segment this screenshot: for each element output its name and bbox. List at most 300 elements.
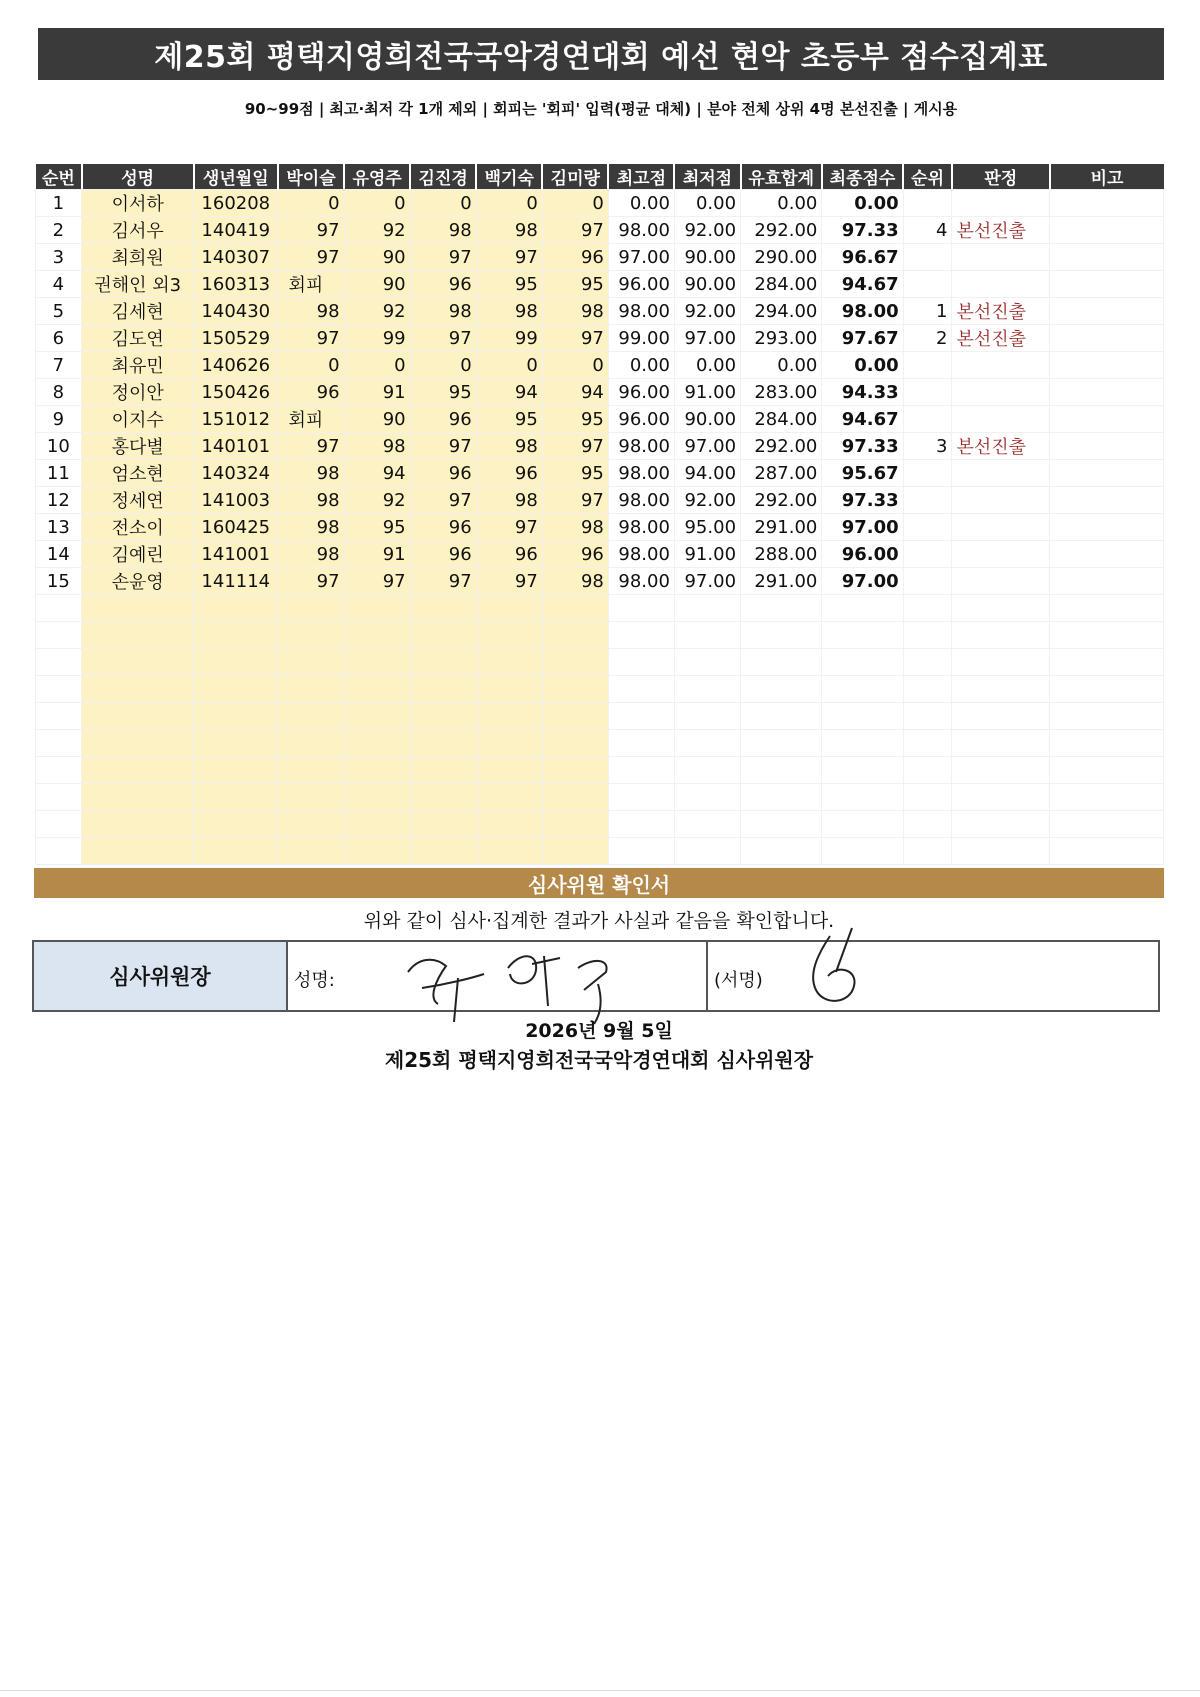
judge-score-cell: 97 xyxy=(410,487,476,514)
judge-score-cell: 95 xyxy=(542,460,608,487)
final-score-cell: 0.00 xyxy=(822,352,903,379)
birthdate-cell: 140324 xyxy=(194,460,278,487)
empty-cell xyxy=(608,703,674,730)
row-number-cell: 8 xyxy=(35,379,82,406)
name-cell: 최유민 xyxy=(82,352,194,379)
max-score-cell: 98.00 xyxy=(608,460,674,487)
valid-sum-cell: 294.00 xyxy=(741,298,822,325)
judge-name-cell xyxy=(288,942,708,1010)
empty-cell xyxy=(278,730,344,757)
empty-cell xyxy=(542,730,608,757)
max-score-cell: 98.00 xyxy=(608,217,674,244)
judge-score-cell: 97 xyxy=(542,217,608,244)
table-header-row xyxy=(35,164,1164,190)
min-score-cell: 95.00 xyxy=(674,514,740,541)
name-cell: 전소이 xyxy=(82,514,194,541)
empty-cell xyxy=(1050,784,1164,811)
empty-cell xyxy=(82,703,194,730)
column-header: 유영주 xyxy=(344,164,410,190)
empty-cell xyxy=(194,649,278,676)
row-number-cell: 1 xyxy=(35,190,82,217)
judge-score-cell: 99 xyxy=(476,325,542,352)
max-score-cell: 96.00 xyxy=(608,406,674,433)
empty-cell xyxy=(903,730,952,757)
row-number-cell: 11 xyxy=(35,460,82,487)
empty-cell xyxy=(952,730,1050,757)
empty-cell xyxy=(952,622,1050,649)
judge-score-cell: 0 xyxy=(476,190,542,217)
empty-table-row xyxy=(35,676,1164,703)
empty-cell xyxy=(344,757,410,784)
name-cell: 최희원 xyxy=(82,244,194,271)
empty-cell xyxy=(674,622,740,649)
judge-score-cell: 96 xyxy=(410,514,476,541)
empty-table-row xyxy=(35,595,1164,622)
min-score-cell: 97.00 xyxy=(674,433,740,460)
name-cell: 엄소현 xyxy=(82,460,194,487)
judge-score-cell: 96 xyxy=(410,406,476,433)
empty-cell xyxy=(410,730,476,757)
judge-score-cell: 97 xyxy=(278,568,344,595)
empty-cell xyxy=(674,703,740,730)
judge-score-cell: 0 xyxy=(410,190,476,217)
empty-cell xyxy=(903,757,952,784)
judge-score-cell: 98 xyxy=(542,514,608,541)
judge-score-cell: 95 xyxy=(344,514,410,541)
empty-cell xyxy=(476,730,542,757)
empty-cell xyxy=(1050,622,1164,649)
result-cell xyxy=(952,487,1050,514)
empty-cell xyxy=(82,784,194,811)
empty-cell xyxy=(476,622,542,649)
name-cell: 김세현 xyxy=(82,298,194,325)
empty-cell xyxy=(608,649,674,676)
max-score-cell: 96.00 xyxy=(608,379,674,406)
rank-cell xyxy=(903,541,952,568)
result-cell xyxy=(952,190,1050,217)
result-cell xyxy=(952,541,1050,568)
note-cell xyxy=(1050,460,1164,487)
valid-sum-cell: 284.00 xyxy=(741,271,822,298)
empty-table-row xyxy=(35,757,1164,784)
min-score-cell: 92.00 xyxy=(674,298,740,325)
column-header: 비고 xyxy=(1050,164,1164,190)
empty-cell xyxy=(194,784,278,811)
result-cell: 본선진출 xyxy=(952,298,1050,325)
empty-cell xyxy=(674,784,740,811)
valid-sum-cell: 288.00 xyxy=(741,541,822,568)
judge-score-cell: 90 xyxy=(344,406,410,433)
row-number-cell: 9 xyxy=(35,406,82,433)
empty-cell xyxy=(476,703,542,730)
table-row xyxy=(35,568,1164,595)
empty-cell xyxy=(903,622,952,649)
note-cell xyxy=(1050,433,1164,460)
row-number-cell: 2 xyxy=(35,217,82,244)
page-subtitle: 90~99점 | 최고·최저 각 1개 제외 | 회피는 '회피' 입력(평균 대체) | 분야 전체 상위 4명 본선진출 | 게시용 xyxy=(244,100,958,118)
empty-cell xyxy=(542,703,608,730)
column-header: 김미량 xyxy=(542,164,608,190)
name-cell: 손윤영 xyxy=(82,568,194,595)
judge-score-cell: 98 xyxy=(278,514,344,541)
max-score-cell: 98.00 xyxy=(608,487,674,514)
name-cell: 이지수 xyxy=(82,406,194,433)
table-row xyxy=(35,514,1164,541)
judge-score-cell: 0 xyxy=(476,352,542,379)
judge-score-cell: 95 xyxy=(476,406,542,433)
empty-cell xyxy=(410,595,476,622)
note-cell xyxy=(1050,325,1164,352)
empty-cell xyxy=(741,757,822,784)
empty-cell xyxy=(410,784,476,811)
max-score-cell: 98.00 xyxy=(608,298,674,325)
judge-score-cell: 97 xyxy=(278,325,344,352)
rank-cell xyxy=(903,460,952,487)
result-cell xyxy=(952,244,1050,271)
max-score-cell: 99.00 xyxy=(608,325,674,352)
rank-cell xyxy=(903,379,952,406)
table-row xyxy=(35,325,1164,352)
judge-score-cell: 97 xyxy=(410,433,476,460)
judge-score-cell: 97 xyxy=(278,217,344,244)
empty-cell xyxy=(35,784,82,811)
rank-cell xyxy=(903,244,952,271)
empty-cell xyxy=(194,730,278,757)
note-cell xyxy=(1050,406,1164,433)
final-score-cell: 98.00 xyxy=(822,298,903,325)
empty-cell xyxy=(952,757,1050,784)
min-score-cell: 0.00 xyxy=(674,190,740,217)
column-header: 최저점 xyxy=(674,164,740,190)
empty-cell xyxy=(1050,811,1164,838)
judge-score-cell: 96 xyxy=(410,460,476,487)
judge-score-cell: 98 xyxy=(278,487,344,514)
empty-cell xyxy=(278,622,344,649)
empty-cell xyxy=(674,757,740,784)
empty-cell xyxy=(608,757,674,784)
empty-cell xyxy=(1050,676,1164,703)
table-row xyxy=(35,460,1164,487)
empty-cell xyxy=(741,730,822,757)
note-cell xyxy=(1050,379,1164,406)
empty-cell xyxy=(741,784,822,811)
empty-cell xyxy=(952,649,1050,676)
empty-cell xyxy=(82,838,194,865)
judge-score-cell: 97 xyxy=(542,487,608,514)
name-cell: 정세연 xyxy=(82,487,194,514)
judge-score-cell: 0 xyxy=(278,352,344,379)
empty-cell xyxy=(194,622,278,649)
empty-cell xyxy=(741,595,822,622)
judge-score-cell: 98 xyxy=(410,298,476,325)
final-score-cell: 97.33 xyxy=(822,433,903,460)
judge-score-cell: 94 xyxy=(344,460,410,487)
judge-score-cell: 95 xyxy=(410,379,476,406)
rank-cell xyxy=(903,514,952,541)
judge-role-label: 심사위원장 xyxy=(34,942,288,1010)
empty-cell xyxy=(35,595,82,622)
birthdate-cell: 140626 xyxy=(194,352,278,379)
empty-cell xyxy=(542,757,608,784)
empty-cell xyxy=(822,784,903,811)
empty-table-row xyxy=(35,838,1164,865)
max-score-cell: 98.00 xyxy=(608,433,674,460)
empty-cell xyxy=(476,784,542,811)
empty-cell xyxy=(344,595,410,622)
empty-table-row xyxy=(35,649,1164,676)
empty-cell xyxy=(903,838,952,865)
rank-cell xyxy=(903,406,952,433)
max-score-cell: 98.00 xyxy=(608,568,674,595)
result-cell: 본선진출 xyxy=(952,325,1050,352)
empty-cell xyxy=(674,649,740,676)
empty-cell xyxy=(278,811,344,838)
empty-cell xyxy=(903,649,952,676)
birthdate-cell: 160425 xyxy=(194,514,278,541)
empty-table-row xyxy=(35,703,1164,730)
signature-date: 2026년 9월 5일 xyxy=(525,1020,673,1042)
judge-score-cell: 98 xyxy=(278,460,344,487)
empty-cell xyxy=(35,676,82,703)
judge-score-cell: 96 xyxy=(476,460,542,487)
empty-cell xyxy=(1050,730,1164,757)
result-cell xyxy=(952,379,1050,406)
column-header: 최종점수 xyxy=(822,164,903,190)
page-bottom-rule xyxy=(0,1690,1200,1691)
judge-seal-cell xyxy=(708,942,1158,1010)
empty-cell xyxy=(674,676,740,703)
empty-cell xyxy=(278,595,344,622)
empty-cell xyxy=(741,703,822,730)
judge-score-cell: 98 xyxy=(344,433,410,460)
empty-cell xyxy=(741,811,822,838)
table-row xyxy=(35,379,1164,406)
judge-score-cell: 98 xyxy=(476,433,542,460)
empty-table-row xyxy=(35,730,1164,757)
judge-score-cell: 0 xyxy=(344,352,410,379)
empty-cell xyxy=(903,703,952,730)
empty-cell xyxy=(1050,595,1164,622)
empty-cell xyxy=(194,811,278,838)
min-score-cell: 91.00 xyxy=(674,379,740,406)
min-score-cell: 94.00 xyxy=(674,460,740,487)
valid-sum-cell: 290.00 xyxy=(741,244,822,271)
judge-score-cell: 99 xyxy=(344,325,410,352)
row-number-cell: 5 xyxy=(35,298,82,325)
empty-cell xyxy=(952,595,1050,622)
name-cell: 정이안 xyxy=(82,379,194,406)
empty-cell xyxy=(952,811,1050,838)
row-number-cell: 4 xyxy=(35,271,82,298)
final-score-cell: 96.00 xyxy=(822,541,903,568)
note-cell xyxy=(1050,541,1164,568)
final-score-cell: 97.00 xyxy=(822,568,903,595)
seal-signature-mark xyxy=(778,924,898,1024)
final-score-cell: 94.67 xyxy=(822,406,903,433)
rank-cell: 1 xyxy=(903,298,952,325)
judge-score-cell: 91 xyxy=(344,541,410,568)
judge-score-cell: 0 xyxy=(278,190,344,217)
empty-cell xyxy=(278,676,344,703)
table-row xyxy=(35,352,1164,379)
table-body xyxy=(35,190,1164,865)
judge-score-cell: 96 xyxy=(542,541,608,568)
table-row xyxy=(35,298,1164,325)
score-sheet xyxy=(34,164,1164,842)
judge-score-cell: 90 xyxy=(344,244,410,271)
row-number-cell: 14 xyxy=(35,541,82,568)
table-row xyxy=(35,487,1164,514)
empty-cell xyxy=(903,811,952,838)
row-number-cell: 10 xyxy=(35,433,82,460)
judge-score-cell: 98 xyxy=(278,298,344,325)
judge-score-cell: 회피 xyxy=(278,271,344,298)
table-row xyxy=(35,271,1164,298)
judge-score-cell: 95 xyxy=(542,406,608,433)
table-row xyxy=(35,217,1164,244)
judge-score-cell: 91 xyxy=(344,379,410,406)
empty-cell xyxy=(952,703,1050,730)
birthdate-cell: 140101 xyxy=(194,433,278,460)
empty-cell xyxy=(410,676,476,703)
empty-cell xyxy=(674,730,740,757)
table-row xyxy=(35,433,1164,460)
result-cell xyxy=(952,460,1050,487)
empty-cell xyxy=(410,622,476,649)
name-cell: 김예린 xyxy=(82,541,194,568)
table-row xyxy=(35,244,1164,271)
judge-score-cell: 97 xyxy=(476,244,542,271)
judge-score-cell: 97 xyxy=(476,514,542,541)
result-cell xyxy=(952,352,1050,379)
empty-cell xyxy=(278,703,344,730)
judge-score-cell: 98 xyxy=(410,217,476,244)
judge-score-cell: 98 xyxy=(476,298,542,325)
empty-cell xyxy=(35,838,82,865)
birthdate-cell: 140430 xyxy=(194,298,278,325)
min-score-cell: 92.00 xyxy=(674,487,740,514)
confirmation-text: 위와 같이 심사·집계한 결과가 사실과 같음을 확인합니다. xyxy=(363,910,835,932)
empty-cell xyxy=(35,622,82,649)
final-score-cell: 97.33 xyxy=(822,487,903,514)
valid-sum-cell: 284.00 xyxy=(741,406,822,433)
birthdate-cell: 140419 xyxy=(194,217,278,244)
empty-cell xyxy=(410,757,476,784)
min-score-cell: 90.00 xyxy=(674,406,740,433)
empty-cell xyxy=(1050,649,1164,676)
note-cell xyxy=(1050,244,1164,271)
note-cell xyxy=(1050,514,1164,541)
empty-cell xyxy=(822,649,903,676)
judge-score-cell: 95 xyxy=(476,271,542,298)
birthdate-cell: 151012 xyxy=(194,406,278,433)
name-cell: 김도연 xyxy=(82,325,194,352)
rank-cell: 3 xyxy=(903,433,952,460)
judge-score-cell: 97 xyxy=(542,433,608,460)
row-number-cell: 13 xyxy=(35,514,82,541)
empty-cell xyxy=(608,622,674,649)
empty-cell xyxy=(608,811,674,838)
valid-sum-cell: 291.00 xyxy=(741,568,822,595)
empty-table-row xyxy=(35,784,1164,811)
note-cell xyxy=(1050,352,1164,379)
note-cell xyxy=(1050,298,1164,325)
table-row xyxy=(35,190,1164,217)
empty-cell xyxy=(278,838,344,865)
judge-score-cell: 96 xyxy=(476,541,542,568)
empty-cell xyxy=(194,703,278,730)
note-cell xyxy=(1050,217,1164,244)
empty-cell xyxy=(1050,757,1164,784)
max-score-cell: 98.00 xyxy=(608,514,674,541)
judge-score-cell: 회피 xyxy=(278,406,344,433)
empty-cell xyxy=(82,811,194,838)
empty-cell xyxy=(82,595,194,622)
empty-cell xyxy=(822,838,903,865)
empty-table-row xyxy=(35,622,1164,649)
min-score-cell: 92.00 xyxy=(674,217,740,244)
result-cell: 본선진출 xyxy=(952,433,1050,460)
empty-cell xyxy=(608,676,674,703)
result-cell: 본선진출 xyxy=(952,217,1050,244)
row-number-cell: 6 xyxy=(35,325,82,352)
judge-score-cell: 96 xyxy=(410,541,476,568)
empty-cell xyxy=(903,784,952,811)
final-score-cell: 0.00 xyxy=(822,190,903,217)
birthdate-cell: 141001 xyxy=(194,541,278,568)
column-header: 순번 xyxy=(35,164,82,190)
judge-score-cell: 0 xyxy=(344,190,410,217)
empty-cell xyxy=(542,595,608,622)
final-score-cell: 95.67 xyxy=(822,460,903,487)
empty-cell xyxy=(410,838,476,865)
name-label: 성명: xyxy=(294,970,335,991)
column-header: 김진경 xyxy=(410,164,476,190)
empty-cell xyxy=(903,595,952,622)
empty-cell xyxy=(952,784,1050,811)
birthdate-cell: 141003 xyxy=(194,487,278,514)
judge-score-cell: 97 xyxy=(344,568,410,595)
judge-score-cell: 98 xyxy=(542,298,608,325)
seal-label: (서명) xyxy=(714,970,763,991)
final-score-cell: 94.67 xyxy=(822,271,903,298)
result-cell xyxy=(952,568,1050,595)
valid-sum-cell: 291.00 xyxy=(741,514,822,541)
empty-cell xyxy=(822,676,903,703)
page-title: 제25회 평택지영희전국국악경연대회 예선 현악 초등부 점수집계표 xyxy=(38,28,1164,80)
empty-table-row xyxy=(35,811,1164,838)
empty-cell xyxy=(35,811,82,838)
valid-sum-cell: 0.00 xyxy=(741,190,822,217)
row-number-cell: 15 xyxy=(35,568,82,595)
empty-cell xyxy=(476,811,542,838)
empty-cell xyxy=(952,676,1050,703)
empty-cell xyxy=(741,622,822,649)
rank-cell xyxy=(903,487,952,514)
empty-cell xyxy=(82,676,194,703)
note-cell xyxy=(1050,568,1164,595)
empty-cell xyxy=(344,784,410,811)
birthdate-cell: 150529 xyxy=(194,325,278,352)
max-score-cell: 97.00 xyxy=(608,244,674,271)
column-header: 생년월일 xyxy=(194,164,278,190)
empty-cell xyxy=(35,757,82,784)
valid-sum-cell: 293.00 xyxy=(741,325,822,352)
judge-score-cell: 96 xyxy=(542,244,608,271)
min-score-cell: 97.00 xyxy=(674,325,740,352)
empty-cell xyxy=(903,676,952,703)
empty-cell xyxy=(344,703,410,730)
